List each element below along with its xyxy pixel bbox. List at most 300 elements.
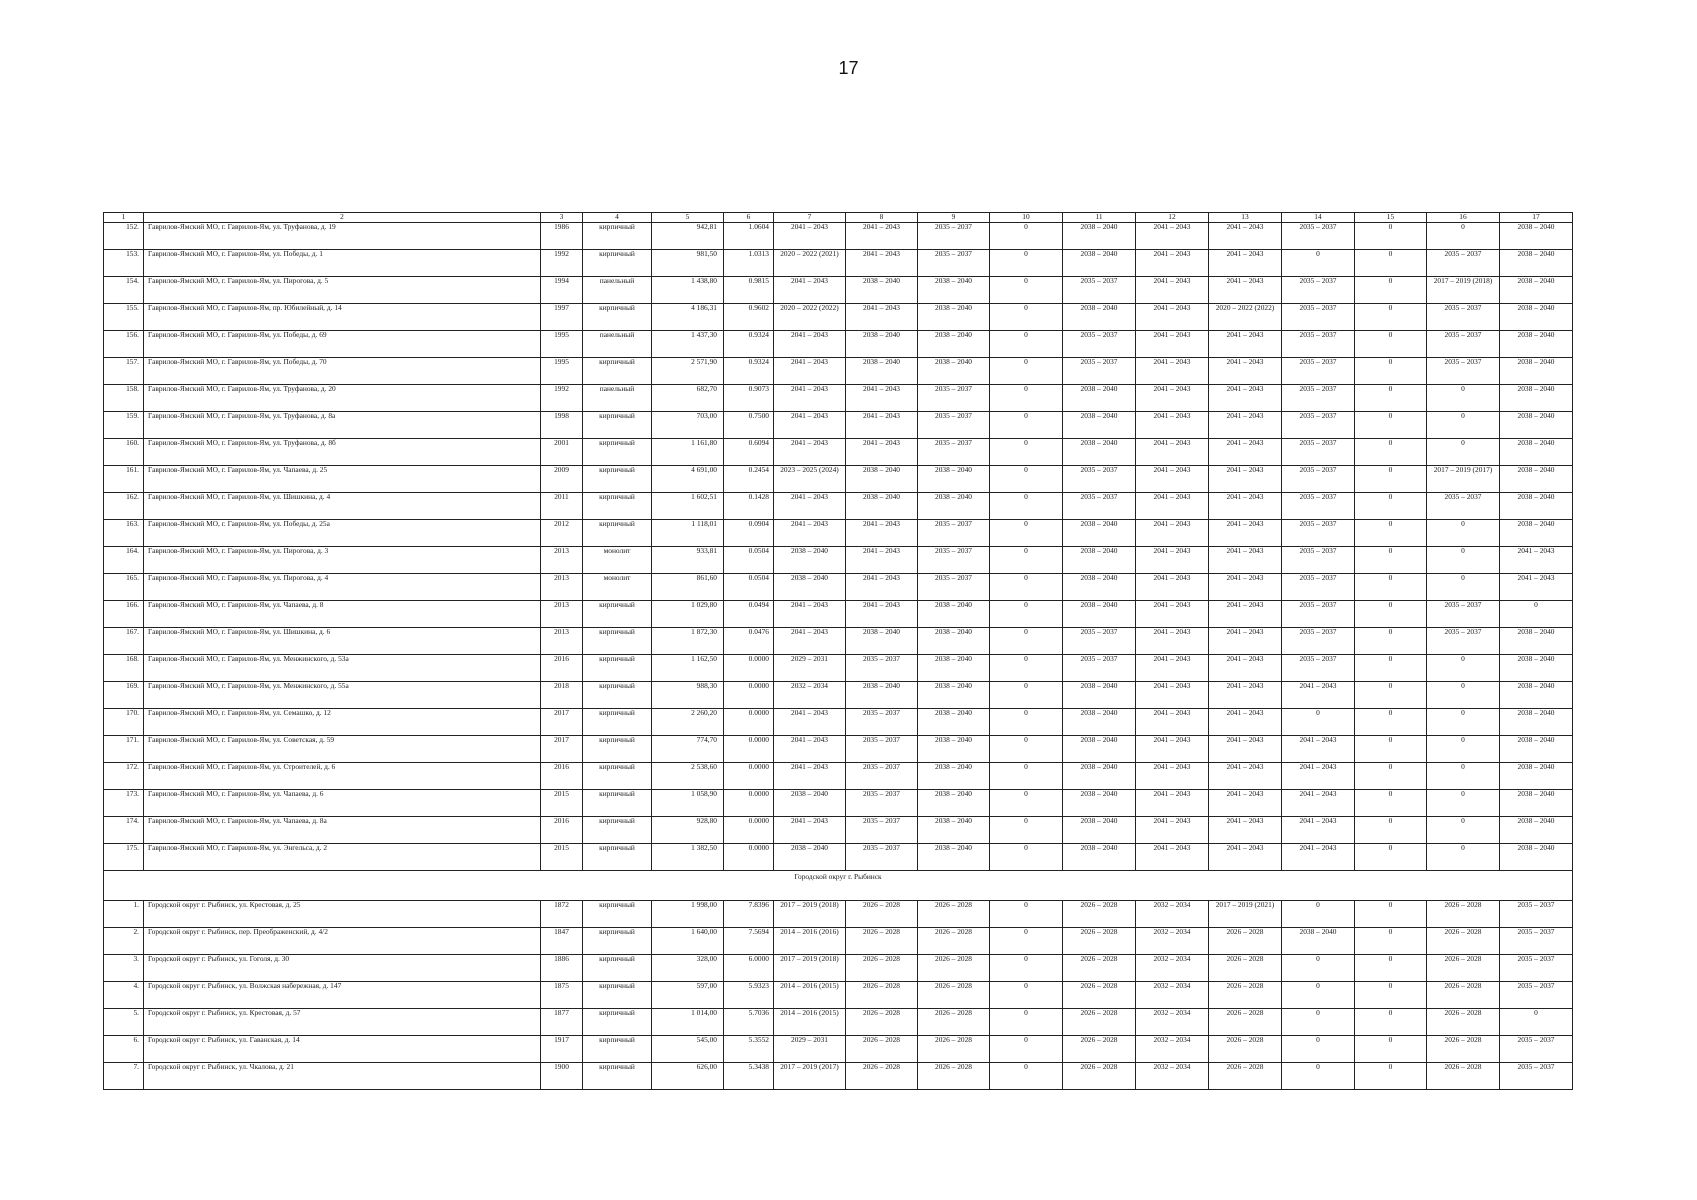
table-cell: 2041 – 2043 xyxy=(1209,817,1282,844)
section-title: Городской округ г. Рыбинск xyxy=(104,871,1573,901)
table-cell: 2026 – 2028 xyxy=(918,901,990,928)
table-cell: кирпичный xyxy=(583,439,652,466)
table-cell: 0 xyxy=(1282,1036,1355,1063)
column-header: 1 xyxy=(104,213,144,223)
table-cell: 1872 xyxy=(541,901,583,928)
table-cell: 2035 – 2037 xyxy=(918,574,990,601)
table-row xyxy=(104,574,1573,601)
table-cell: 2041 – 2043 xyxy=(774,493,846,520)
table-cell: 0 xyxy=(1355,709,1427,736)
column-header: 12 xyxy=(1136,213,1209,223)
table-cell: 2041 – 2043 xyxy=(774,520,846,547)
table-cell: кирпичный xyxy=(583,817,652,844)
table-cell: 2038 – 2040 xyxy=(918,709,990,736)
table-cell: 173. xyxy=(104,790,144,817)
table-cell: 2035 – 2037 xyxy=(846,763,918,790)
column-header: 4 xyxy=(583,213,652,223)
table-cell: 2041 – 2043 xyxy=(1136,250,1209,277)
table-cell: 2038 – 2040 xyxy=(1500,763,1573,790)
table-cell: Гаврилов-Ямский МО, г. Гаврилов-Ям, пр. Юбилейный, д. 14 xyxy=(144,304,541,331)
table-cell: 1 014,00 xyxy=(652,1009,724,1036)
table-cell: 0 xyxy=(990,655,1063,682)
table-cell: 2014 – 2016 (2015) xyxy=(774,1009,846,1036)
table-cell: 0 xyxy=(990,547,1063,574)
table-cell: 0 xyxy=(1427,547,1500,574)
table-cell: 1994 xyxy=(541,277,583,304)
table-cell: 2038 – 2040 xyxy=(1063,385,1136,412)
table-cell: 1992 xyxy=(541,250,583,277)
table-cell: 6.0000 xyxy=(724,955,774,982)
table-cell: 2035 – 2037 xyxy=(846,817,918,844)
table-cell: 2015 xyxy=(541,790,583,817)
table-cell: 2026 – 2028 xyxy=(1427,982,1500,1009)
table-cell: 0 xyxy=(1427,682,1500,709)
table-cell: 2041 – 2043 xyxy=(846,574,918,601)
table-cell: 0 xyxy=(990,955,1063,982)
table-cell: 2026 – 2028 xyxy=(918,1063,990,1090)
table-cell: Гаврилов-Ямский МО, г. Гаврилов-Ям, ул. Энгельса, д. 2 xyxy=(144,844,541,871)
table-cell: 0 xyxy=(1282,982,1355,1009)
table-cell: Гаврилов-Ямский МО, г. Гаврилов-Ям, ул. Чапаева, д. 6 xyxy=(144,790,541,817)
table-cell: 0 xyxy=(990,223,1063,250)
table-cell: кирпичный xyxy=(583,763,652,790)
table-cell: 153. xyxy=(104,250,144,277)
table-cell: 152. xyxy=(104,223,144,250)
table-cell: 2 538,60 xyxy=(652,763,724,790)
table-cell: 2026 – 2028 xyxy=(846,955,918,982)
table-cell: 2035 – 2037 xyxy=(918,520,990,547)
table-cell: 2038 – 2040 xyxy=(1063,412,1136,439)
table-cell: 2016 xyxy=(541,763,583,790)
table-cell: 2020 – 2022 (2022) xyxy=(774,304,846,331)
table-cell: 0 xyxy=(1427,385,1500,412)
table-cell: 0 xyxy=(1282,901,1355,928)
table-cell: 2035 – 2037 xyxy=(1282,466,1355,493)
table-cell: 1 118,01 xyxy=(652,520,724,547)
table-cell: 2041 – 2043 xyxy=(774,817,846,844)
table-cell: 154. xyxy=(104,277,144,304)
table-cell: 0 xyxy=(990,817,1063,844)
table-row xyxy=(104,628,1573,655)
table-cell: 2032 – 2034 xyxy=(1136,1009,1209,1036)
table-cell: 2038 – 2040 xyxy=(1500,277,1573,304)
table-cell: 2035 – 2037 xyxy=(1282,655,1355,682)
table-cell: 2032 – 2034 xyxy=(1136,928,1209,955)
table-cell: 2026 – 2028 xyxy=(918,928,990,955)
table-cell: панельный xyxy=(583,385,652,412)
table-cell: 2017 – 2019 (2018) xyxy=(1427,277,1500,304)
table-cell: 2035 – 2037 xyxy=(1427,304,1500,331)
table-cell: Гаврилов-Ямский МО, г. Гаврилов-Ям, ул. Менжинского, д. 55а xyxy=(144,682,541,709)
table-cell: 2035 – 2037 xyxy=(1282,331,1355,358)
table-cell: Гаврилов-Ямский МО, г. Гаврилов-Ям, ул. Пирогова, д. 3 xyxy=(144,547,541,574)
table-cell: 0 xyxy=(990,358,1063,385)
table-cell: 2041 – 2043 xyxy=(1136,277,1209,304)
table-cell: 2035 – 2037 xyxy=(1427,250,1500,277)
table-cell: 2038 – 2040 xyxy=(1282,928,1355,955)
column-header: 5 xyxy=(652,213,724,223)
table-cell: 2038 – 2040 xyxy=(1500,655,1573,682)
table-cell: 2041 – 2043 xyxy=(1209,574,1282,601)
table-cell: кирпичный xyxy=(583,1063,652,1090)
table-cell: 2041 – 2043 xyxy=(1209,709,1282,736)
table-cell: 2041 – 2043 xyxy=(1209,358,1282,385)
table-cell: 2041 – 2043 xyxy=(1136,304,1209,331)
table-cell: 2035 – 2037 xyxy=(1500,955,1573,982)
table-cell: 0.9324 xyxy=(724,331,774,358)
table-cell: 597,00 xyxy=(652,982,724,1009)
table-cell: 2026 – 2028 xyxy=(1427,928,1500,955)
table-cell: 4 186,31 xyxy=(652,304,724,331)
table-cell: 1995 xyxy=(541,331,583,358)
table-cell: панельный xyxy=(583,331,652,358)
table-cell: кирпичный xyxy=(583,955,652,982)
table-cell: 1 058,90 xyxy=(652,790,724,817)
table-cell: 2041 – 2043 xyxy=(1209,223,1282,250)
table-cell: 2017 – 2019 (2017) xyxy=(1427,466,1500,493)
table-cell: 0.0000 xyxy=(724,682,774,709)
table-cell: 0 xyxy=(1355,817,1427,844)
table-cell: 0.9602 xyxy=(724,304,774,331)
table-cell: 2038 – 2040 xyxy=(1063,709,1136,736)
table-cell: 0 xyxy=(1355,790,1427,817)
table-cell: 0 xyxy=(990,250,1063,277)
table-cell: 2038 – 2040 xyxy=(1063,223,1136,250)
table-cell: Гаврилов-Ямский МО, г. Гаврилов-Ям, ул. Труфанова, д. 8б xyxy=(144,439,541,466)
table-cell: 933,81 xyxy=(652,547,724,574)
table-cell: 2016 xyxy=(541,817,583,844)
column-header: 10 xyxy=(990,213,1063,223)
table-cell: 2026 – 2028 xyxy=(846,982,918,1009)
table-cell: 0 xyxy=(1355,1009,1427,1036)
table-cell: 2035 – 2037 xyxy=(1282,223,1355,250)
table-cell: 0 xyxy=(1355,331,1427,358)
table-cell: 2038 – 2040 xyxy=(1500,304,1573,331)
table-cell: 2014 – 2016 (2016) xyxy=(774,928,846,955)
table-cell: 2013 xyxy=(541,547,583,574)
table-cell: 0 xyxy=(1355,304,1427,331)
table-cell: 1 029,80 xyxy=(652,601,724,628)
table-cell: кирпичный xyxy=(583,1009,652,1036)
table-cell: 2041 – 2043 xyxy=(774,736,846,763)
table-cell: 5.9323 xyxy=(724,982,774,1009)
table-cell: 2041 – 2043 xyxy=(1209,547,1282,574)
data-table-container xyxy=(103,212,1573,1090)
table-cell: 2035 – 2037 xyxy=(918,547,990,574)
table-cell: 2038 – 2040 xyxy=(846,466,918,493)
table-cell: 2026 – 2028 xyxy=(1209,1036,1282,1063)
table-cell: 2026 – 2028 xyxy=(918,982,990,1009)
table-cell: Гаврилов-Ямский МО, г. Гаврилов-Ям, ул. Труфанова, д. 19 xyxy=(144,223,541,250)
column-header: 2 xyxy=(144,213,541,223)
table-cell: 0.0904 xyxy=(724,520,774,547)
table-cell: 2041 – 2043 xyxy=(774,277,846,304)
table-row xyxy=(104,982,1573,1009)
table-cell: 2038 – 2040 xyxy=(1063,817,1136,844)
table-cell: 2038 – 2040 xyxy=(1063,736,1136,763)
table-cell: 2041 – 2043 xyxy=(846,223,918,250)
table-cell: 2038 – 2040 xyxy=(918,331,990,358)
table-row xyxy=(104,844,1573,871)
table-cell: 1992 xyxy=(541,385,583,412)
table-cell: 2026 – 2028 xyxy=(1427,1009,1500,1036)
table-cell: 2038 – 2040 xyxy=(1500,520,1573,547)
table-cell: 0 xyxy=(990,1009,1063,1036)
table-cell: 158. xyxy=(104,385,144,412)
table-cell: 167. xyxy=(104,628,144,655)
table-cell: Гаврилов-Ямский МО, г. Гаврилов-Ям, ул. Шишкина, д. 6 xyxy=(144,628,541,655)
table-cell: 0.7500 xyxy=(724,412,774,439)
table-cell: 2038 – 2040 xyxy=(1500,817,1573,844)
table-cell: 0.0000 xyxy=(724,817,774,844)
table-cell: 2011 xyxy=(541,493,583,520)
table-cell: 2035 – 2037 xyxy=(846,736,918,763)
column-header: 8 xyxy=(846,213,918,223)
table-cell: 2041 – 2043 xyxy=(1136,412,1209,439)
table-cell: 2041 – 2043 xyxy=(1136,493,1209,520)
table-cell: 5.7036 xyxy=(724,1009,774,1036)
table-cell: 0 xyxy=(990,466,1063,493)
table-cell: 2035 – 2037 xyxy=(1282,412,1355,439)
table-cell: 2041 – 2043 xyxy=(1136,547,1209,574)
table-cell: кирпичный xyxy=(583,682,652,709)
table-cell: 166. xyxy=(104,601,144,628)
table-cell: 0 xyxy=(1427,574,1500,601)
table-cell: 682,70 xyxy=(652,385,724,412)
table-cell: 2038 – 2040 xyxy=(846,682,918,709)
table-cell: 0 xyxy=(1427,844,1500,871)
table-cell: 5. xyxy=(104,1009,144,1036)
table-cell: 2041 – 2043 xyxy=(846,601,918,628)
table-cell: 2041 – 2043 xyxy=(1136,331,1209,358)
table-cell: 2035 – 2037 xyxy=(918,412,990,439)
table-cell: 1 382,50 xyxy=(652,844,724,871)
table-cell: 2026 – 2028 xyxy=(1063,982,1136,1009)
table-cell: 2041 – 2043 xyxy=(1136,709,1209,736)
table-cell: 2017 xyxy=(541,736,583,763)
table-cell: 942,81 xyxy=(652,223,724,250)
table-cell: 2041 – 2043 xyxy=(1136,466,1209,493)
table-cell: 2035 – 2037 xyxy=(1427,358,1500,385)
table-cell: 0.6094 xyxy=(724,439,774,466)
table-cell: 1.0313 xyxy=(724,250,774,277)
table-cell: 0.0000 xyxy=(724,844,774,871)
table-cell: 0 xyxy=(1355,439,1427,466)
table-cell: 0 xyxy=(1427,709,1500,736)
table-cell: 0 xyxy=(990,520,1063,547)
table-cell: 2032 – 2034 xyxy=(1136,901,1209,928)
table-cell: 2026 – 2028 xyxy=(1063,1009,1136,1036)
table-cell: 2026 – 2028 xyxy=(918,1009,990,1036)
table-cell: 0 xyxy=(1355,412,1427,439)
table-cell: Гаврилов-Ямский МО, г. Гаврилов-Ям, ул. Чапаева, д. 8а xyxy=(144,817,541,844)
table-cell: 0 xyxy=(1500,1009,1573,1036)
table-cell: 2038 – 2040 xyxy=(1063,304,1136,331)
table-row xyxy=(104,412,1573,439)
table-row xyxy=(104,250,1573,277)
table-cell: 1 161,80 xyxy=(652,439,724,466)
table-cell: 1875 xyxy=(541,982,583,1009)
table-cell: 0.1428 xyxy=(724,493,774,520)
table-row xyxy=(104,763,1573,790)
table-cell: 2041 – 2043 xyxy=(1500,574,1573,601)
table-cell: 0 xyxy=(1355,277,1427,304)
table-cell: 2032 – 2034 xyxy=(1136,1036,1209,1063)
table-cell: Городской округ г. Рыбинск, ул. Крестовая, д. 57 xyxy=(144,1009,541,1036)
table-cell: Городской округ г. Рыбинск, ул. Волжская набережная, д. 147 xyxy=(144,982,541,1009)
table-cell: 2038 – 2040 xyxy=(1500,331,1573,358)
table-cell: 2035 – 2037 xyxy=(1063,331,1136,358)
table-cell: 2041 – 2043 xyxy=(1209,844,1282,871)
table-cell: 2035 – 2037 xyxy=(1282,601,1355,628)
table-cell: 2038 – 2040 xyxy=(1063,763,1136,790)
table-cell: 0 xyxy=(1355,520,1427,547)
table-cell: 2041 – 2043 xyxy=(1209,493,1282,520)
table-cell: 2035 – 2037 xyxy=(846,844,918,871)
table-row xyxy=(104,709,1573,736)
table-cell: 0 xyxy=(990,304,1063,331)
table-cell: 2041 – 2043 xyxy=(846,250,918,277)
table-row xyxy=(104,1063,1573,1090)
table-cell: 2038 – 2040 xyxy=(774,844,846,871)
table-cell: 2038 – 2040 xyxy=(918,790,990,817)
page-number: 17 xyxy=(838,58,859,78)
table-row xyxy=(104,304,1573,331)
table-cell: 2013 xyxy=(541,628,583,655)
table-cell: 172. xyxy=(104,763,144,790)
table-cell: 2041 – 2043 xyxy=(1136,223,1209,250)
table-cell: 0.0000 xyxy=(724,709,774,736)
table-cell: 2035 – 2037 xyxy=(918,385,990,412)
table-cell: 163. xyxy=(104,520,144,547)
table-cell: 2038 – 2040 xyxy=(1063,520,1136,547)
table-cell: 2041 – 2043 xyxy=(1209,790,1282,817)
table-cell: 165. xyxy=(104,574,144,601)
table-cell: 0 xyxy=(990,709,1063,736)
table-cell: 2038 – 2040 xyxy=(918,844,990,871)
table-cell: 703,00 xyxy=(652,412,724,439)
table-cell: 170. xyxy=(104,709,144,736)
table-cell: 0 xyxy=(1355,466,1427,493)
table-cell: 2041 – 2043 xyxy=(1136,439,1209,466)
table-cell: 2038 – 2040 xyxy=(1063,601,1136,628)
table-cell: 2038 – 2040 xyxy=(1500,412,1573,439)
table-cell: 0 xyxy=(1355,655,1427,682)
column-header: 9 xyxy=(918,213,990,223)
table-cell: 2026 – 2028 xyxy=(1063,1036,1136,1063)
table-cell: 0 xyxy=(990,736,1063,763)
table-cell: 2038 – 2040 xyxy=(1063,250,1136,277)
table-cell: 7.5694 xyxy=(724,928,774,955)
table-cell: 2038 – 2040 xyxy=(1063,574,1136,601)
table-row xyxy=(104,1009,1573,1036)
table-cell: кирпичный xyxy=(583,250,652,277)
table-cell: 2041 – 2043 xyxy=(1136,655,1209,682)
table-cell: 1847 xyxy=(541,928,583,955)
table-cell: Гаврилов-Ямский МО, г. Гаврилов-Ям, ул. Шишкина, д. 4 xyxy=(144,493,541,520)
table-cell: Гаврилов-Ямский МО, г. Гаврилов-Ям, ул. Победы, д. 25а xyxy=(144,520,541,547)
table-cell: кирпичный xyxy=(583,709,652,736)
table-cell: 1 437,30 xyxy=(652,331,724,358)
table-cell: 2026 – 2028 xyxy=(846,901,918,928)
table-cell: 0 xyxy=(990,901,1063,928)
table-cell: 2038 – 2040 xyxy=(1500,439,1573,466)
table-cell: 2017 – 2019 (2018) xyxy=(774,955,846,982)
table-cell: 0 xyxy=(1427,223,1500,250)
table-cell: 861,60 xyxy=(652,574,724,601)
table-cell: 2038 – 2040 xyxy=(846,493,918,520)
table-cell: 1986 xyxy=(541,223,583,250)
table-cell: 2038 – 2040 xyxy=(1500,709,1573,736)
table-cell: 0 xyxy=(1355,844,1427,871)
table-cell: 2001 xyxy=(541,439,583,466)
table-cell: 0 xyxy=(1427,412,1500,439)
table-cell: 2035 – 2037 xyxy=(1282,547,1355,574)
table-cell: кирпичный xyxy=(583,358,652,385)
table-cell: 2015 xyxy=(541,844,583,871)
table-cell: Гаврилов-Ямский МО, г. Гаврилов-Ям, ул. Строителей, д. 6 xyxy=(144,763,541,790)
table-cell: 1 162,50 xyxy=(652,655,724,682)
table-cell: 0 xyxy=(1282,709,1355,736)
table-cell: 2026 – 2028 xyxy=(1209,1063,1282,1090)
table-cell: 2026 – 2028 xyxy=(1209,1009,1282,1036)
table-cell: 155. xyxy=(104,304,144,331)
table-cell: кирпичный xyxy=(583,928,652,955)
table-cell: 2035 – 2037 xyxy=(1427,628,1500,655)
table-cell: 2026 – 2028 xyxy=(918,955,990,982)
table-cell: 2038 – 2040 xyxy=(918,682,990,709)
table-cell: 2. xyxy=(104,928,144,955)
table-row xyxy=(104,520,1573,547)
table-cell: 0.0000 xyxy=(724,763,774,790)
table-cell: 2035 – 2037 xyxy=(918,250,990,277)
table-cell: монолит xyxy=(583,574,652,601)
table-cell: 2038 – 2040 xyxy=(1500,493,1573,520)
table-cell: 2041 – 2043 xyxy=(1209,331,1282,358)
table-cell: 0 xyxy=(1282,1009,1355,1036)
table-cell: 0 xyxy=(1355,358,1427,385)
table-row xyxy=(104,682,1573,709)
table-cell: 0 xyxy=(1355,736,1427,763)
table-cell: 2041 – 2043 xyxy=(774,412,846,439)
table-cell: 2041 – 2043 xyxy=(846,520,918,547)
column-header: 13 xyxy=(1209,213,1282,223)
table-cell: 328,00 xyxy=(652,955,724,982)
table-cell: 3. xyxy=(104,955,144,982)
table-cell: 2041 – 2043 xyxy=(1209,682,1282,709)
table-cell: 2041 – 2043 xyxy=(846,547,918,574)
table-cell: 0 xyxy=(990,682,1063,709)
table-row xyxy=(104,955,1573,982)
table-cell: 2038 – 2040 xyxy=(918,628,990,655)
table-cell: 0 xyxy=(1355,1063,1427,1090)
table-cell: 2026 – 2028 xyxy=(1063,901,1136,928)
section-row xyxy=(104,871,1573,901)
table-cell: 2041 – 2043 xyxy=(1136,520,1209,547)
table-cell: 0 xyxy=(990,1036,1063,1063)
table-cell: 0 xyxy=(990,628,1063,655)
table-cell: 2041 – 2043 xyxy=(774,358,846,385)
table-cell: 2020 – 2022 (2021) xyxy=(774,250,846,277)
table-row xyxy=(104,547,1573,574)
table-cell: 2029 – 2031 xyxy=(774,655,846,682)
table-cell: 2035 – 2037 xyxy=(1500,928,1573,955)
table-cell: 2041 – 2043 xyxy=(774,331,846,358)
table-cell: 0 xyxy=(1355,682,1427,709)
table-cell: 2035 – 2037 xyxy=(1427,601,1500,628)
table-cell: панельный xyxy=(583,277,652,304)
table-cell: 2026 – 2028 xyxy=(1209,982,1282,1009)
